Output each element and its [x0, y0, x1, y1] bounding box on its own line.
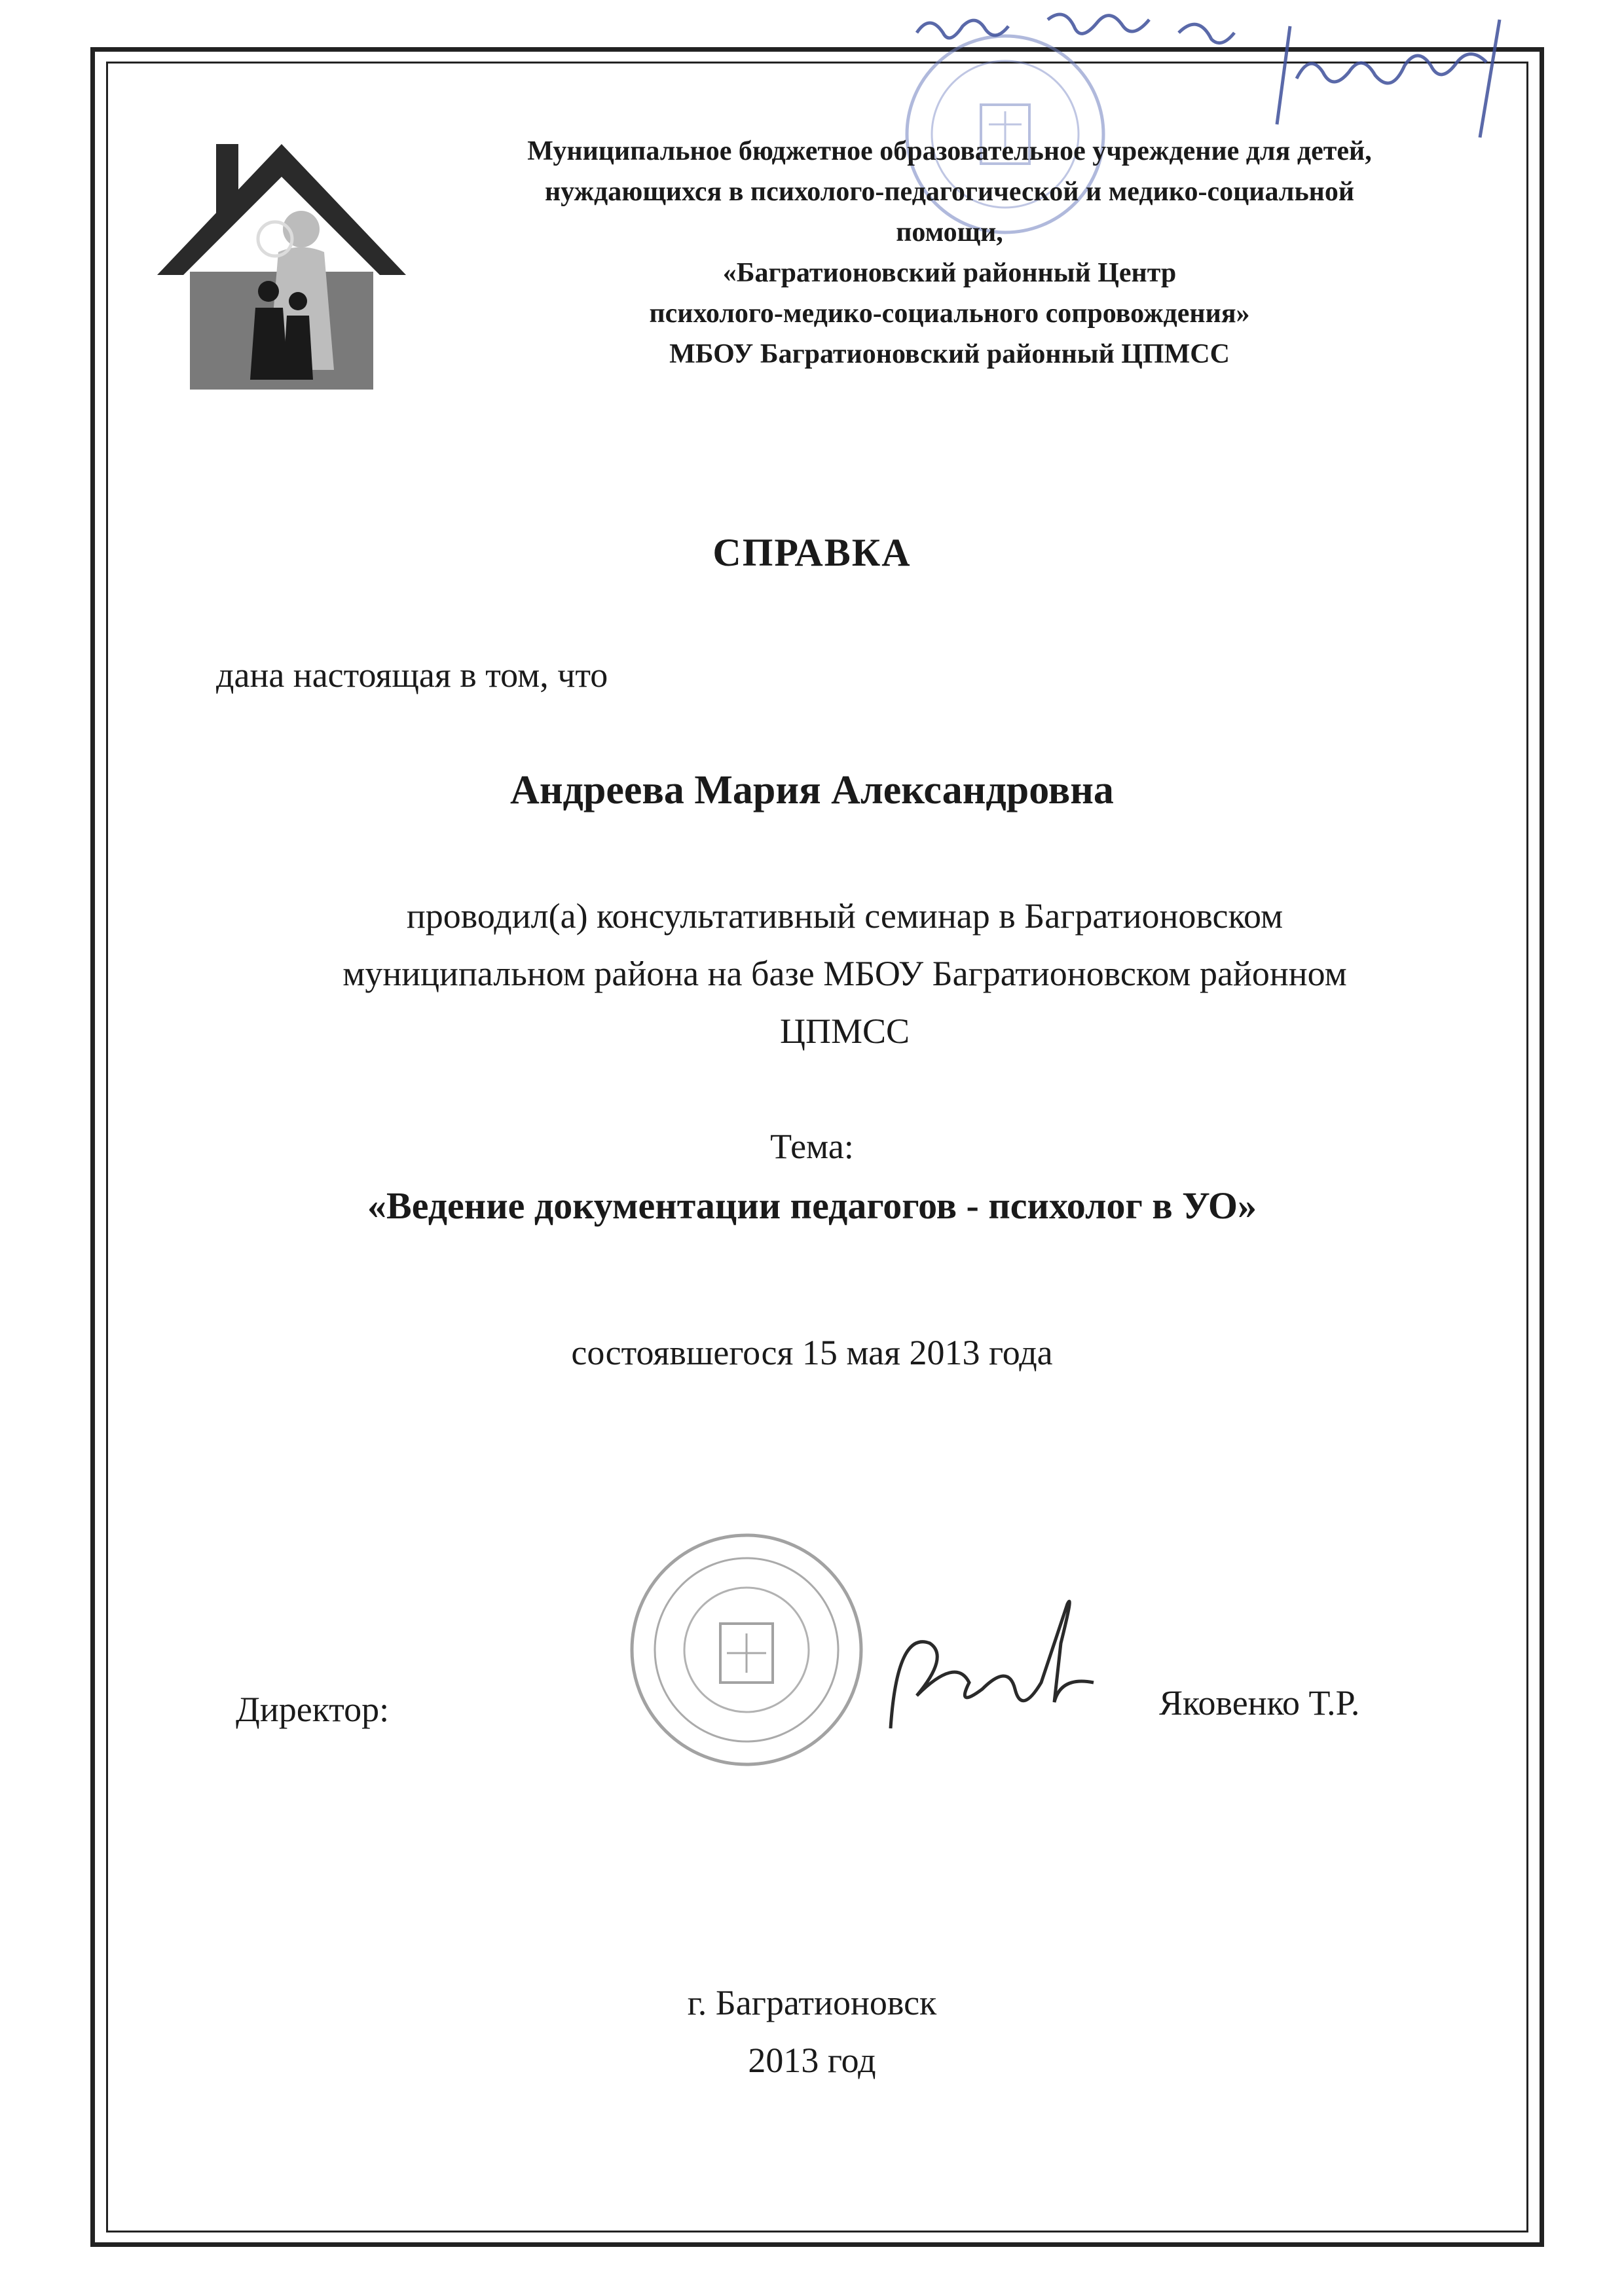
body-line: муниципальном района на базе МБОУ Багратионовском районном	[342, 954, 1347, 993]
body-line: проводил(а) консультативный семинар в Багратионовском	[406, 896, 1283, 936]
director-label: Директор:	[236, 1690, 390, 1729]
footer	[0, 1974, 1624, 2089]
director-name: Яковенко Т.Р.	[1159, 1683, 1360, 1722]
footer-year: 2013 год	[748, 2041, 876, 2080]
document-title: СПРАВКА	[712, 531, 912, 574]
topic-title: «Ведение документации педагогов - психолог в УО»	[367, 1184, 1257, 1227]
event-date: состоявшегося 15 мая 2013 года	[571, 1333, 1053, 1372]
body-text	[164, 887, 1526, 1060]
footer-city: г. Багратионовск	[687, 1983, 937, 2022]
topic-label: Тема:	[770, 1127, 854, 1166]
organization-line: нуждающихся в психолого-педагогической и медико-социальной	[544, 177, 1355, 207]
person-name: Андреева Мария Александровна	[510, 768, 1114, 812]
body-line: ЦПМСС	[779, 1011, 910, 1051]
organization-line: «Багратионовский районный Центр	[722, 258, 1177, 288]
house-family-logo-icon	[144, 124, 419, 393]
intro-text: дана настоящая в том, что	[216, 655, 608, 695]
organization-line: помощи,	[896, 217, 1003, 247]
director-signature-icon	[864, 1597, 1113, 1761]
organization-header	[419, 131, 1480, 374]
round-seal-icon	[622, 1525, 871, 1774]
organization-line: психолого-медико-социального сопровождения»	[649, 299, 1250, 329]
organization-line: Муниципальное бюджетное образовательное учреждение для детей,	[527, 136, 1372, 166]
organization-line: МБОУ Багратионовский районный ЦПМСС	[669, 339, 1230, 369]
